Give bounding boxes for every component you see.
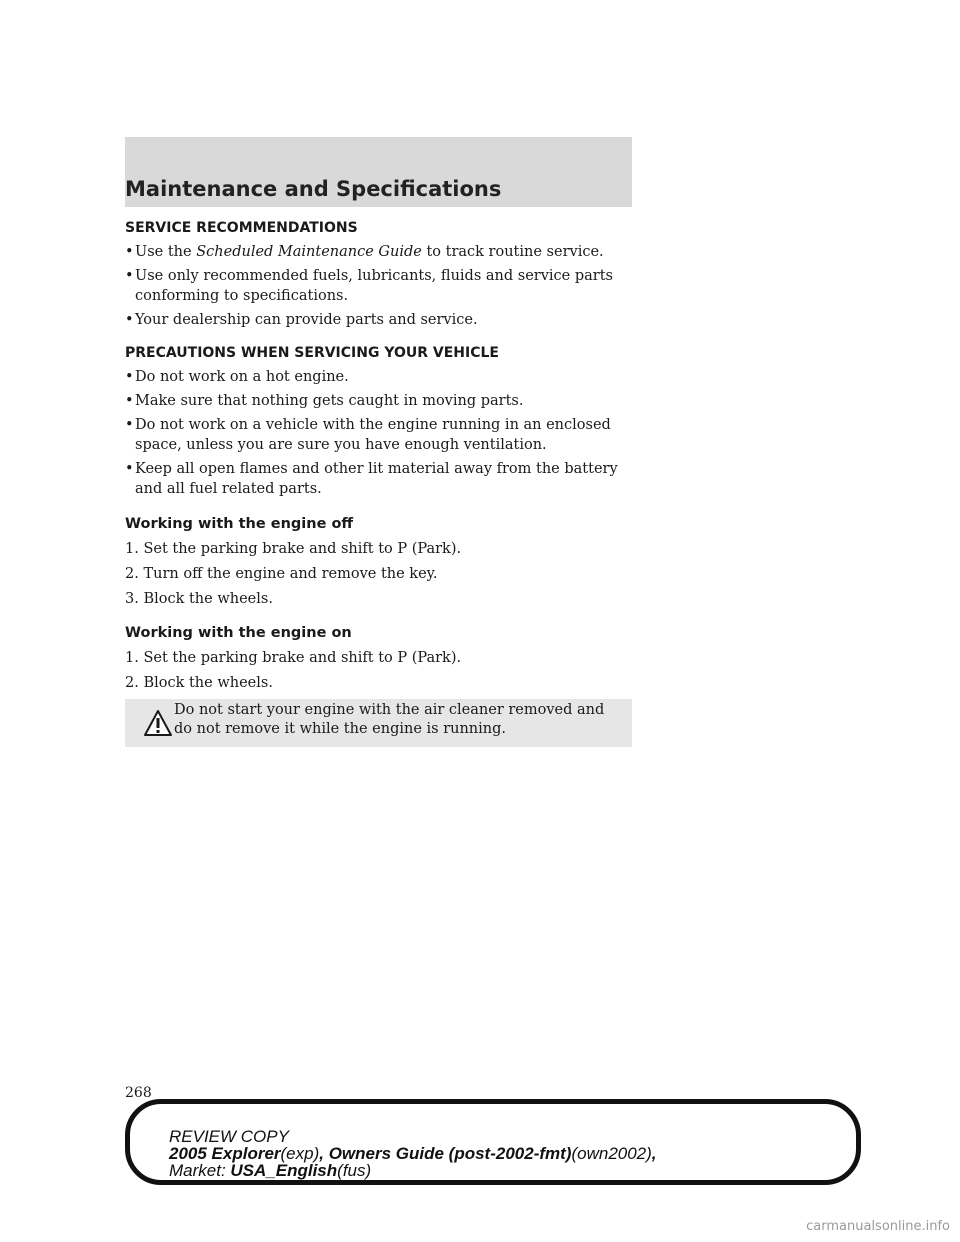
review-copy-box <box>125 1099 861 1185</box>
step-item: 1. Set the parking brake and shift to P (Park). <box>125 650 462 666</box>
bullet-icon: • <box>125 369 134 385</box>
document-identifier: 2005 Explorer(exp), Owners Guide (post-2002-fmt)(own2002), <box>169 1144 657 1163</box>
list-item-text: Use the Scheduled Maintenance Guide to track routine service. <box>135 244 604 260</box>
page-number: 268 <box>125 1085 152 1101</box>
step-item: 1. Set the parking brake and shift to P (Park). <box>125 541 462 557</box>
page-content <box>125 217 632 747</box>
list-item-text: Use only recommended fuels, lubricants, fluids and service parts conforming to specifications. <box>135 268 613 304</box>
list-item-text: Do not work on a vehicle with the engine running in an enclosed space, unless you are sure you have enough ventilation. <box>135 417 611 453</box>
bullet-icon: • <box>125 461 134 477</box>
list-item-text: Keep all open flames and other lit material away from the battery and all fuel related parts. <box>135 461 618 497</box>
section-title: Maintenance and Specifications <box>125 177 502 201</box>
step-item: 2. Block the wheels. <box>125 675 273 691</box>
list-item-text: Make sure that nothing gets caught in moving parts. <box>135 393 524 409</box>
bullet-icon: • <box>125 393 134 409</box>
warning-triangle-icon <box>143 709 173 737</box>
list-item <box>125 391 632 411</box>
list-item <box>125 310 632 330</box>
list-item <box>125 266 632 306</box>
list-item-text: Do not work on a hot engine. <box>135 369 349 385</box>
warning-box <box>125 699 632 747</box>
step-item: 3. Block the wheels. <box>125 591 273 607</box>
review-copy-text <box>169 1128 657 1179</box>
section-header-band <box>125 137 632 207</box>
bullet-icon: • <box>125 312 134 328</box>
engine-off-heading: Working with the engine off <box>125 516 354 532</box>
bullet-icon: • <box>125 244 134 260</box>
service-recommendations-heading: SERVICE RECOMMENDATIONS <box>125 220 358 236</box>
bullet-icon: • <box>125 417 134 433</box>
market-identifier: Market: USA_English(fus) <box>169 1161 372 1180</box>
scheduled-maintenance-guide-title: Scheduled Maintenance Guide <box>196 244 422 260</box>
step-item: 2. Turn off the engine and remove the key. <box>125 566 438 582</box>
list-item <box>125 459 632 499</box>
precautions-heading: PRECAUTIONS WHEN SERVICING YOUR VEHICLE <box>125 345 499 361</box>
list-item <box>125 415 632 455</box>
engine-on-heading: Working with the engine on <box>125 625 352 641</box>
list-item <box>125 367 632 387</box>
list-item <box>125 242 632 262</box>
review-copy-label: REVIEW COPY <box>169 1127 289 1146</box>
bullet-icon: • <box>125 268 134 284</box>
list-item-text: Your dealership can provide parts and service. <box>135 312 478 328</box>
site-watermark: carmanualsonline.info <box>806 1219 950 1234</box>
warning-text: Do not start your engine with the air cleaner removed and do not remove it while the engine is running. <box>174 702 605 737</box>
